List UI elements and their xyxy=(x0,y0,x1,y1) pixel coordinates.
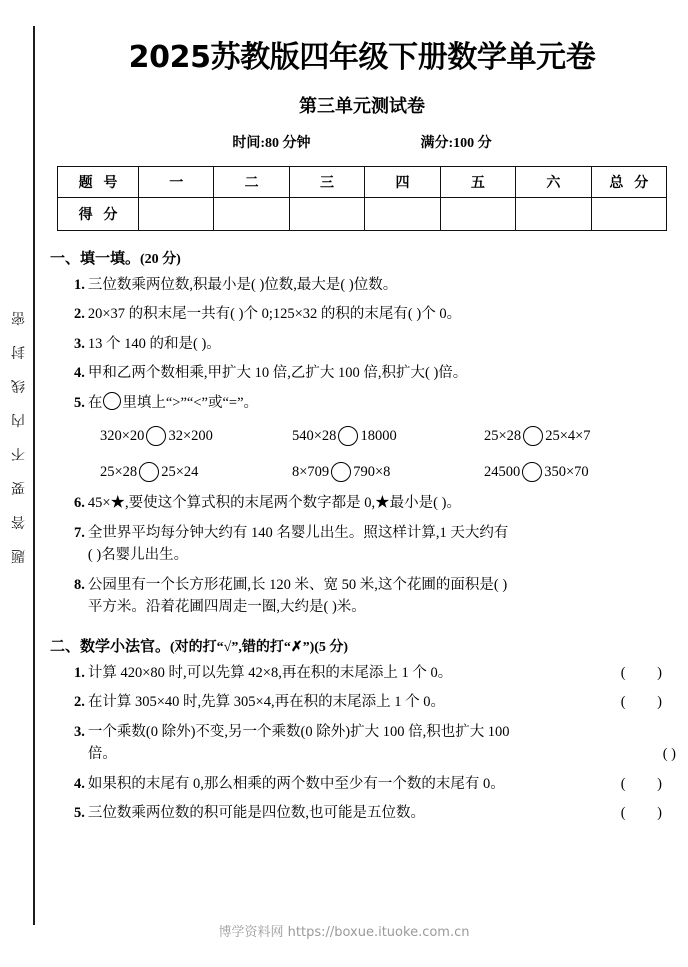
question-number: 5. xyxy=(74,805,85,822)
question-text[interactable]: 20×37 的积末尾一共有( )个 0;125×32 的积的末尾有( )个 0。 xyxy=(87,306,462,323)
score-table-col-header: 三 xyxy=(289,167,364,198)
compare-circle-icon[interactable] xyxy=(103,392,121,410)
question-text: 如果积的末尾有 0,那么相乘的两个数中至少有一个数的末尾有 0。 xyxy=(87,775,505,792)
compare-circle-icon[interactable] xyxy=(139,462,159,482)
answer-paren[interactable]: ( ) xyxy=(620,775,676,792)
seal-line-rule xyxy=(33,26,35,925)
question-number: 4. xyxy=(74,365,85,382)
score-table xyxy=(57,166,667,231)
score-table-col-header: 二 xyxy=(214,167,289,198)
question-item xyxy=(48,522,676,567)
score-cell[interactable] xyxy=(214,198,289,231)
comparison-grid xyxy=(48,426,676,482)
comparison-left-expr: 540×28 xyxy=(292,427,337,444)
question-number: 7. xyxy=(74,524,85,541)
question-number: 2. xyxy=(74,694,85,711)
question-item xyxy=(48,662,676,684)
comparison-left-expr: 24500 xyxy=(484,463,521,480)
question-text[interactable]: 公园里有一个长方形花圃,长 120 米、宽 50 米,这个花圃的面积是( ) xyxy=(87,576,508,593)
comparison-left-expr: 25×28 xyxy=(100,463,138,480)
question-text-continued[interactable]: 平方米。沿着花圃四周走一圈,大约是( )米。 xyxy=(87,599,366,616)
question-item xyxy=(48,303,676,325)
compare-circle-icon[interactable] xyxy=(523,426,543,446)
comparison-item xyxy=(292,462,484,482)
question-number: 1. xyxy=(74,277,85,293)
question-text: 三位数乘两位数的积可能是四位数,也可能是五位数。 xyxy=(87,805,425,822)
question-number: 4. xyxy=(74,775,85,792)
question-item xyxy=(48,574,676,619)
score-table-col-header: 四 xyxy=(365,167,440,198)
score-table-row-label: 题 号 xyxy=(58,167,139,198)
answer-paren[interactable]: ( ) xyxy=(620,805,676,822)
section-points: (对的打“√”,错的打“✗”)(5 分) xyxy=(170,639,349,655)
score-table-col-header: 一 xyxy=(139,167,214,198)
question-number: 6. xyxy=(74,495,85,512)
seal-char: 密 xyxy=(11,309,25,325)
question-item xyxy=(48,492,676,514)
compare-circle-icon[interactable] xyxy=(522,462,542,482)
question-text: 一个乘数(0 除外)不变,另一个乘数(0 除外)扩大 100 倍,积也扩大 100 xyxy=(87,723,510,740)
comparison-right-expr: 790×8 xyxy=(353,463,391,480)
compare-circle-icon[interactable] xyxy=(331,462,351,482)
question-item xyxy=(48,691,676,713)
score-cell[interactable] xyxy=(365,198,440,231)
seal-char: 要 xyxy=(11,479,25,495)
comparison-right-expr: 25×24 xyxy=(161,463,199,480)
answer-paren[interactable]: ( ) xyxy=(620,694,676,711)
seal-char: 不 xyxy=(11,445,25,461)
compare-circle-icon[interactable] xyxy=(338,426,358,446)
section-heading-text: 二、数学小法官。 xyxy=(50,636,171,655)
score-cell[interactable] xyxy=(516,198,591,231)
seal-char: 线 xyxy=(11,377,25,393)
question-item xyxy=(48,721,676,766)
section-true-false xyxy=(48,635,676,825)
answer-paren[interactable]: ( ) xyxy=(620,664,676,681)
page-subtitle: 第三单元测试卷 xyxy=(299,96,425,117)
score-table-col-header: 五 xyxy=(440,167,515,198)
score-table-header-row xyxy=(58,167,667,198)
question-text[interactable]: 甲和乙两个数相乘,甲扩大 10 倍,乙扩大 100 倍,积扩大( )倍。 xyxy=(87,365,468,382)
seal-char: 答 xyxy=(11,513,25,529)
comparison-right-expr: 25×4×7 xyxy=(545,427,591,444)
compare-circle-icon[interactable] xyxy=(146,426,166,446)
comparison-item xyxy=(484,462,676,482)
exam-page xyxy=(48,0,676,967)
section-heading xyxy=(50,635,676,656)
page-title: 2025苏教版四年级下册数学单元卷 xyxy=(128,40,596,75)
question-number: 3. xyxy=(74,335,85,352)
question-text[interactable]: 三位数乘两位数,积最小是( )位数,最大是( )位数。 xyxy=(87,277,398,293)
exam-time-label: 时间:80 分钟 xyxy=(232,136,311,151)
question-text[interactable]: 13 个 140 的和是( )。 xyxy=(87,335,221,352)
question-item xyxy=(48,392,676,414)
comparison-left-expr: 320×20 xyxy=(100,427,145,444)
score-cell[interactable] xyxy=(139,198,214,231)
score-table-value-row xyxy=(58,198,667,231)
comparison-right-expr: 32×200 xyxy=(168,427,213,444)
question-text-continued[interactable]: ( )名婴儿出生。 xyxy=(87,547,189,564)
comparison-right-expr: 350×70 xyxy=(544,463,589,480)
section-fill-in-the-blank xyxy=(48,247,676,619)
question-item xyxy=(48,333,676,355)
footer-watermark: 博学资料网 https://boxue.ituoke.com.cn xyxy=(218,925,470,940)
seal-char: 封 xyxy=(11,343,25,359)
question-text-suffix: 里填上“>”“<”或“=”。 xyxy=(122,394,259,411)
comparison-right-expr: 18000 xyxy=(360,427,397,444)
score-cell[interactable] xyxy=(591,198,666,231)
exam-meta-row xyxy=(48,132,676,152)
score-cell[interactable] xyxy=(440,198,515,231)
question-number: 1. xyxy=(74,664,85,681)
question-number: 8. xyxy=(74,576,85,593)
question-item xyxy=(48,274,676,296)
question-number: 2. xyxy=(74,306,85,323)
comparison-item xyxy=(100,462,292,482)
answer-paren[interactable]: ( ) xyxy=(662,746,676,763)
comparison-item xyxy=(100,426,292,446)
comparison-item xyxy=(292,426,484,446)
question-item xyxy=(48,362,676,384)
seal-line-vertical-text xyxy=(4,300,32,572)
seal-char: 题 xyxy=(11,547,25,563)
question-text[interactable]: 45×★,要使这个算式积的末尾两个数字都是 0,★最小是( )。 xyxy=(87,495,461,512)
score-table-col-header: 六 xyxy=(516,167,591,198)
question-text-prefix: 在 xyxy=(87,394,103,411)
question-text[interactable]: 全世界平均每分钟大约有 140 名婴儿出生。照这样计算,1 天大约有 xyxy=(87,524,509,541)
score-table-col-header: 总 分 xyxy=(591,167,666,198)
comparison-left-expr: 8×709 xyxy=(292,463,330,480)
score-cell[interactable] xyxy=(289,198,364,231)
question-item xyxy=(48,773,676,795)
comparison-left-expr: 25×28 xyxy=(484,427,522,444)
comparison-item xyxy=(484,426,676,446)
seal-char: 内 xyxy=(11,411,25,427)
section-heading xyxy=(50,247,676,268)
section-points: (20 分) xyxy=(140,252,181,267)
question-item xyxy=(48,802,676,824)
section-heading-text: 一、填一填。 xyxy=(50,249,141,267)
question-text: 计算 420×80 时,可以先算 42×8,再在积的末尾添上 1 个 0。 xyxy=(87,664,453,681)
question-number: 5. xyxy=(74,394,85,411)
question-text: 在计算 305×40 时,先算 305×4,再在积的末尾添上 1 个 0。 xyxy=(87,694,445,711)
exam-full-marks-label: 满分:100 分 xyxy=(420,136,492,151)
score-table-row-label: 得 分 xyxy=(58,198,139,231)
question-text-continued: 倍。 xyxy=(87,746,117,763)
question-number: 3. xyxy=(74,723,85,740)
